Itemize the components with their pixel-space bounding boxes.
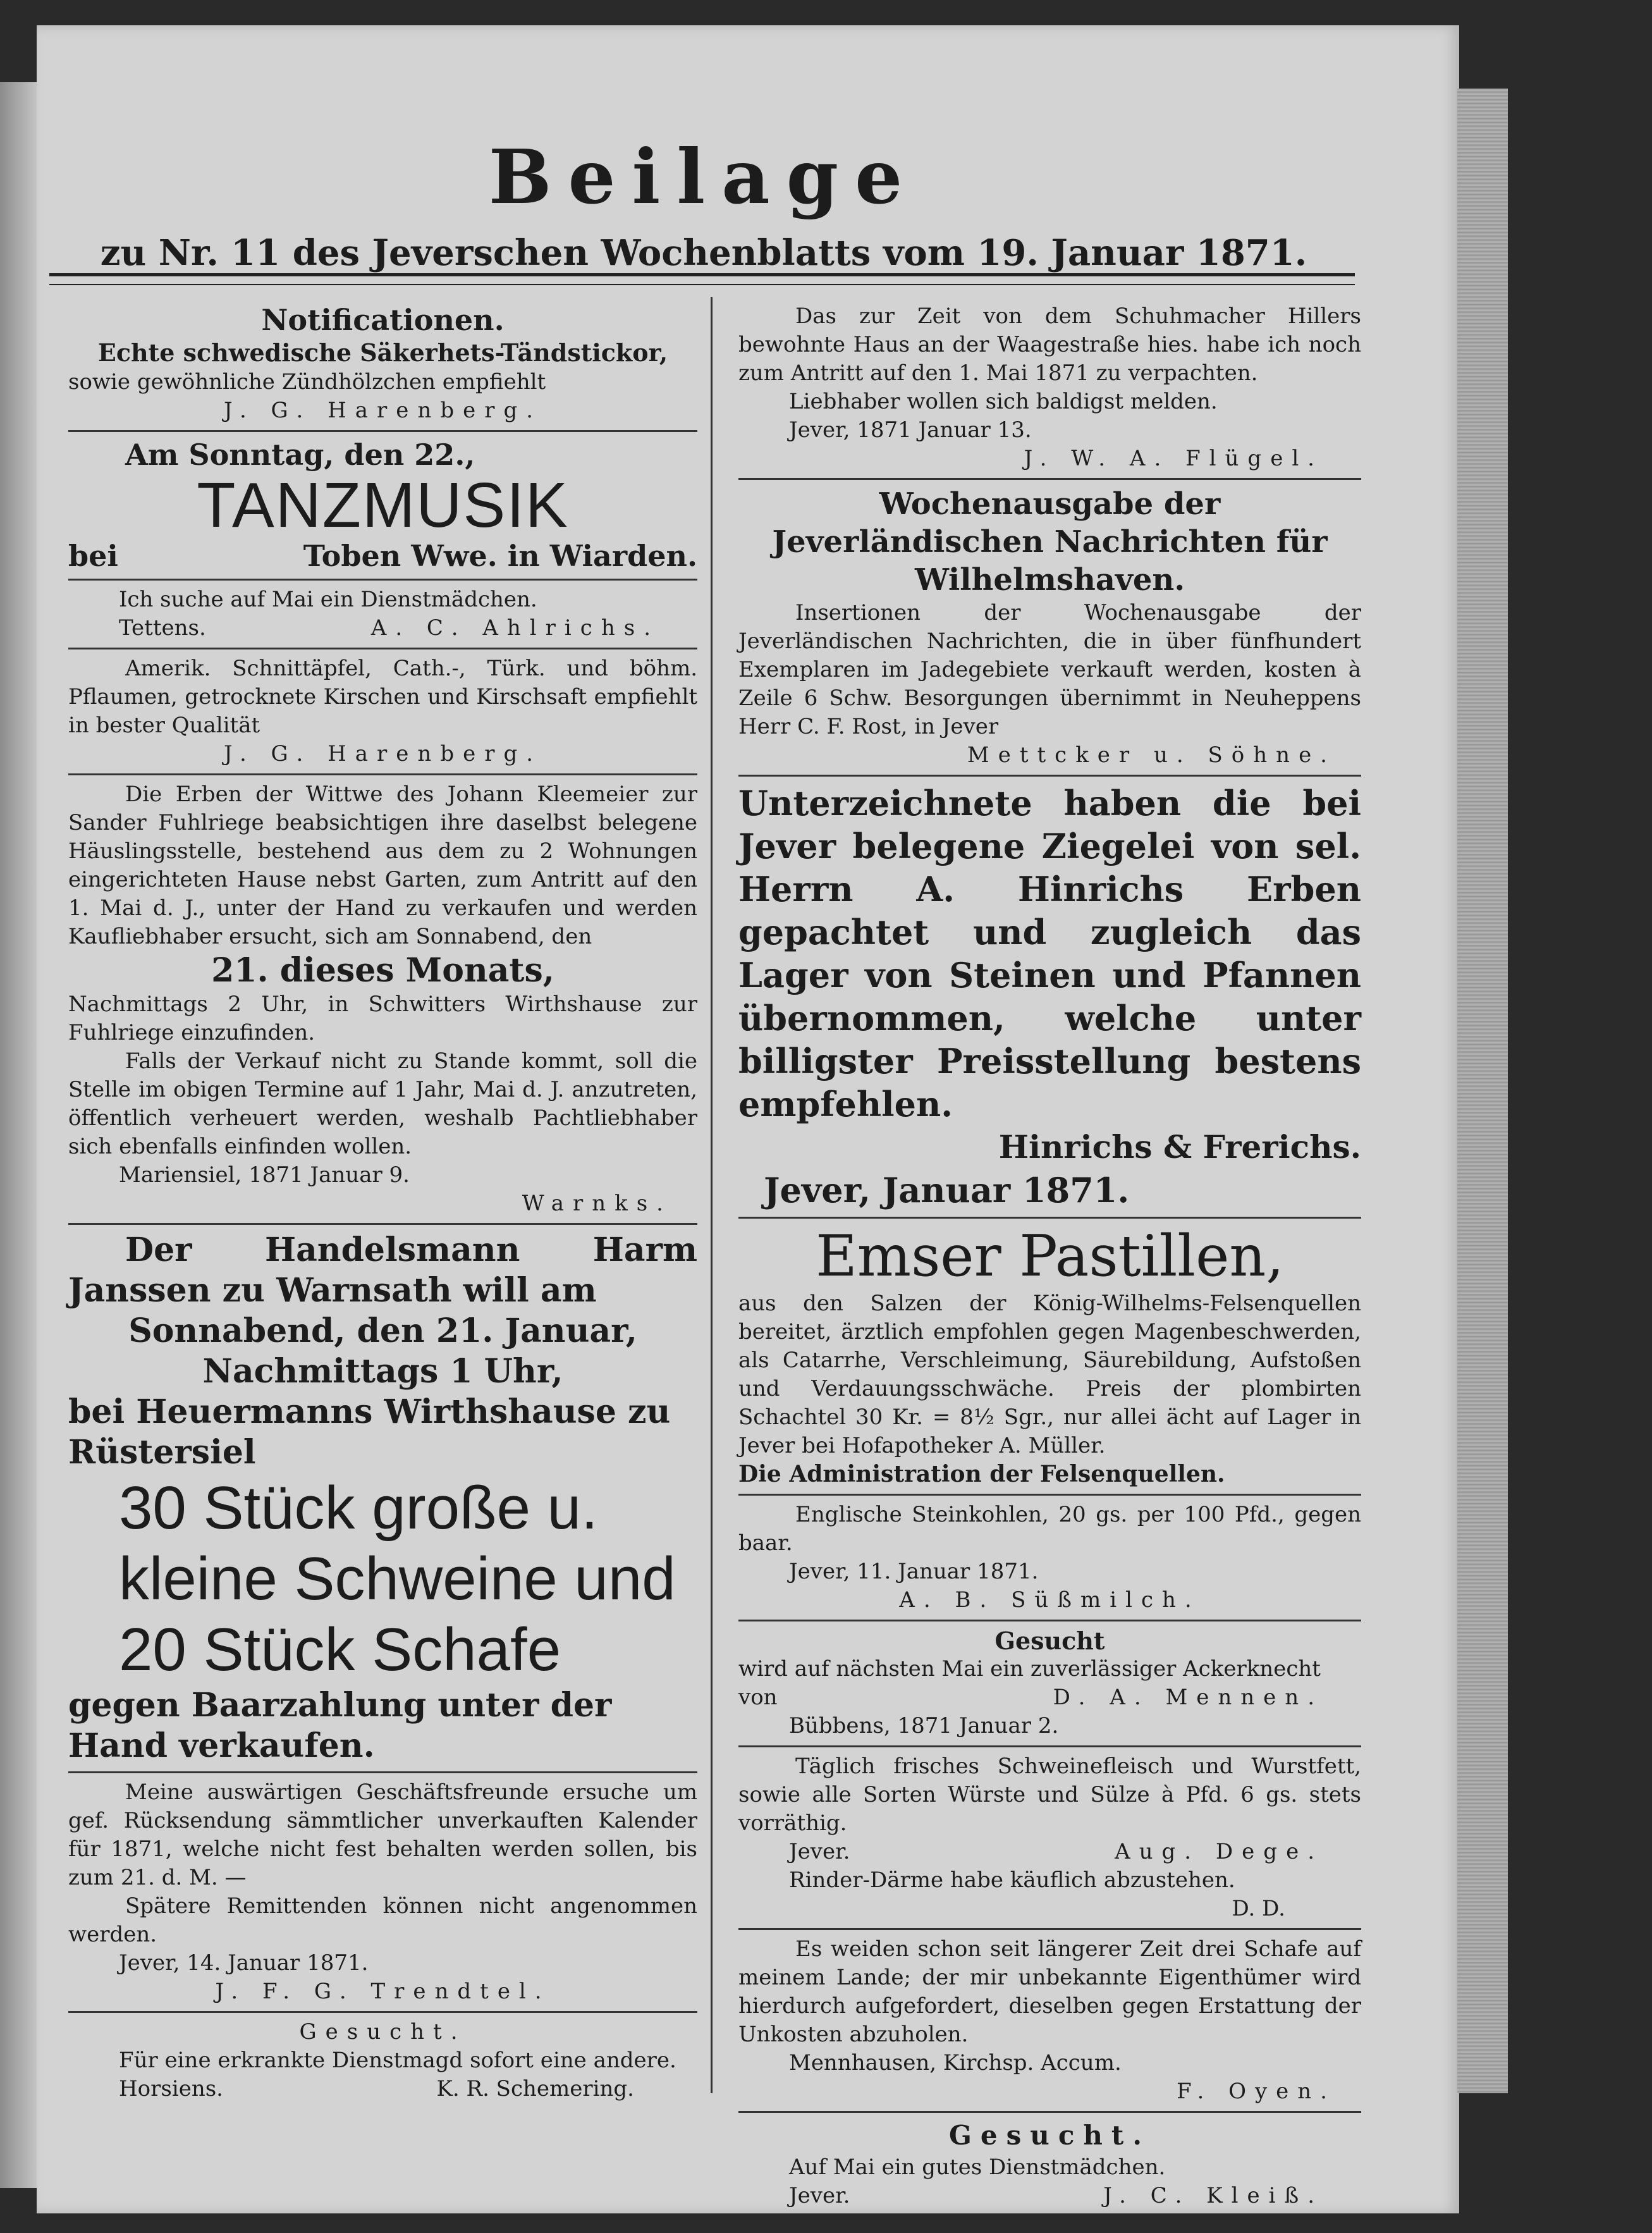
ad-erben-kleemeier — [68, 775, 697, 1225]
ad-gesucht-dienstmaedchen — [738, 2113, 1361, 2215]
ad-headline: 30 Stück große u. kleine Schweine und 20 Stück Schafe — [119, 1474, 676, 1683]
ad-text: bei Heuermanns Wirthshause zu Rüstersiel — [68, 1393, 671, 1472]
ad-line: bei — [68, 539, 118, 573]
ad-signature: J. G. Harenberg. — [223, 398, 542, 423]
page-title: Beilage — [488, 133, 919, 221]
ad-text: aus den Salzen der König-Wilhelms-Felsenquellen bereitet, ärztlich empfohlen gegen Magenbeschwerden, als Catarrhe, Verschleimung, Säurebildung, Aufstoßen und Verdauungsschwäche. Preis der plombirten Schachtel 30 Kr. = 8½ Sgr., nur allei ächt auf Lager in Jever bei Hofapotheker A. Müller. — [738, 1291, 1361, 1458]
ad-line: Rinder-Därme habe käuflich abzustehen. — [789, 1867, 1235, 1893]
ad-text: Unterzeichnete haben die bei Jever belegene Ziegelei von sel. Herrn A. Hinrichs Erben gepachtet und zugleich das Lager von Steinen und Pfannen übernommen, welche unter billigster Preisstellung bestens empfehlen. — [738, 783, 1361, 1124]
ad-text: Täglich frisches Schweinefleisch und Wurstfett, sowie alle Sorten Würste und Sülze à Pfd. 6 gs. stets vorräthig. — [738, 1754, 1361, 1836]
ad-date: 21. dieses Monats, — [211, 951, 554, 990]
ad-signature: A. C. Ahlrichs. — [370, 615, 659, 641]
ad-place: Tettens. — [119, 615, 206, 641]
ad-text: Insertionen der Wochenausgabe der Jeverländischen Nachrichten, die in über fünfhundert Exemplaren im Jadegebiete verkauft werden, kosten à Zeile 6 Schw. Besorgungen übernimmt in Neuheppens Herr C. F. Rost, in Jever — [738, 600, 1361, 739]
ad-signature: Mettcker u. Söhne. — [967, 742, 1336, 768]
ad-place: Jever, 11. Januar 1871. — [789, 1559, 1039, 1584]
ad-text: Meine auswärtigen Geschäftsfreunde ersuche um gef. Rücksendung sämmtlicher unverkauften Kalender für 1871, welche nicht fest behalten werden sollen, bis zum 21. d. M. — — [68, 1780, 697, 1890]
ad-text: Der Handelsmann Harm Janssen zu Warnsath will am — [68, 1231, 697, 1310]
ad-gesucht-dienstmagd — [68, 2013, 697, 2108]
ad-signature: K. R. Schemering. — [436, 2076, 634, 2101]
ad-text: Es weiden schon seit längerer Zeit drei Schafe auf meinem Lande; der mir unbekannte Eigenthümer wird hierdurch aufgefordert, dieselben gegen Erstattung der Unkosten abzuholen. — [738, 1936, 1361, 2047]
ad-line: sowie gewöhnliche Zündhölzchen empfiehlt — [68, 369, 546, 395]
ad-signature: Hinrichs & Frerichs. — [998, 1128, 1361, 1166]
ad-schafe — [738, 1930, 1361, 2113]
ad-heading: Gesucht — [994, 1627, 1105, 1655]
ad-heading: Gesucht. — [299, 2019, 467, 2045]
ad-ziegelei — [738, 777, 1361, 1219]
ad-line: Auf Mai ein gutes Dienstmädchen. — [789, 2155, 1166, 2180]
ad-place: Mennhausen, Kirchsp. Accum. — [789, 2050, 1122, 2076]
ad-heading: Gesucht. — [949, 2120, 1151, 2151]
left-column — [68, 297, 697, 2108]
ad-signature: A. B. Süßmilch. — [899, 1587, 1201, 1613]
ad-line: Sonnabend, den 21. Januar, — [128, 1312, 637, 1350]
ad-line: wird auf nächsten Mai ein zuverlässiger Ackerknecht — [738, 1656, 1321, 1682]
ad-heading: Notificationen. — [261, 303, 505, 337]
ad-heading: Emser Pastillen, — [816, 1223, 1284, 1289]
ad-text: Das zur Zeit von dem Schuhmacher Hillers bewohnte Haus an der Waagestraße hies. habe ich noch zum Antritt auf den 1. Mai 1871 zu verpachten. — [738, 304, 1361, 386]
ad-line: Nachmittags 1 Uhr, — [202, 1352, 563, 1391]
ad-line: Toben Wwe. in Wiarden. — [303, 539, 697, 573]
ad-heading: Wochenausgabe der Jeverländischen Nachrichten für Wilhelmshaven. — [772, 486, 1328, 598]
ad-place: Mariensiel, 1871 Januar 9. — [119, 1162, 410, 1188]
ad-text: Englische Steinkohlen, 20 gs. per 100 Pfd., gegen baar. — [738, 1502, 1361, 1556]
ad-text: Die Erben der Wittwe des Johann Kleemeier zur Sander Fuhlriege beabsichtigen ihre daselbst belegene Häuslingsstelle, bestehend aus dem zu 2 Wohnungen eingerichteten Hause nebst Garten, zum Antritt auf den 1. Mai d. J., unter der Hand zu verkaufen und werden Kaufliebhaber ersucht, sich am Sonnabend, den — [68, 782, 697, 949]
ad-signature: F. Oyen. — [1177, 2079, 1336, 2104]
ad-emser-pastillen — [738, 1219, 1361, 1496]
ad-place: Jever, Januar 1871. — [764, 1170, 1130, 1210]
ad-schweinefleisch — [738, 1747, 1361, 1930]
ad-haus-waagestrasse — [738, 297, 1361, 480]
ad-text: Amerik. Schnittäpfel, Cath.-, Türk. und böhm. Pflaumen, getrocknete Kirschen und Kirschsaft empfiehlt in bester Qualität — [68, 656, 697, 738]
ad-schnittaepfel — [68, 649, 697, 775]
ad-tanzmusik — [68, 432, 697, 581]
ad-signature: J. W. A. Flügel. — [1024, 446, 1323, 471]
ad-line: Liebhaber wollen sich baldigst melden. — [789, 389, 1218, 414]
ad-line: Für eine erkrankte Dienstmagd sofort eine andere. — [119, 2048, 676, 2073]
ad-line: von — [738, 1685, 778, 1710]
ad-place: Horsiens. — [119, 2076, 223, 2101]
ad-signature: J. G. Harenberg. — [223, 741, 542, 766]
ad-line: Am Sonntag, den 22., — [125, 438, 475, 472]
ad-place: Bübbens, 1871 Januar 2. — [789, 1713, 1059, 1738]
ad-signature: J. C. Kleiß. — [1103, 2183, 1323, 2208]
ad-signature: D. D. — [1232, 1896, 1285, 1921]
ad-notificationen — [68, 297, 697, 432]
right-column — [738, 297, 1361, 2215]
ad-gesucht-ackerknecht — [738, 1621, 1361, 1747]
page-subtitle: zu Nr. 11 des Jeverschen Wochenblatts vom 19. Januar 1871. — [100, 232, 1307, 274]
header-rule — [49, 273, 1355, 285]
ad-signature: Die Administration der Felsenquellen. — [738, 1461, 1225, 1487]
ad-trendtel — [68, 1773, 697, 2013]
ad-dienstmaedchen — [68, 581, 697, 649]
adjacent-page-edge — [0, 82, 37, 2188]
ad-line: Echte schwedische Säkerhets-Tändstickor, — [97, 338, 668, 367]
ad-signature: Aug. Dege. — [1115, 1839, 1323, 1864]
book-block-edge — [1457, 89, 1508, 2093]
ad-text: Spätere Remittenden können nicht angenommen werden. — [68, 1893, 697, 1947]
ad-text: gegen Baarzahlung unter der Hand verkaufen. — [68, 1686, 612, 1765]
ad-place: Jever. — [789, 1839, 850, 1864]
ad-signature: Warnks. — [522, 1191, 672, 1216]
ad-text: Nachmittags 2 Uhr, in Schwitters Wirthshause zur Fuhlriege einzufinden. — [68, 992, 697, 1045]
ad-place: Jever, 1871 Januar 13. — [789, 417, 1032, 443]
ad-line: Ich suche auf Mai ein Dienstmädchen. — [119, 587, 537, 612]
ad-place: Jever, 14. Januar 1871. — [119, 1950, 369, 1976]
ad-signature: D. A. Mennen. — [1053, 1685, 1323, 1710]
ad-wochenausgabe — [738, 480, 1361, 777]
ad-headline: TANZMUSIK — [197, 470, 569, 541]
ad-text: Falls der Verkauf nicht zu Stande kommt, soll die Stelle im obigen Termine auf 1 Jahr, Mai d. J. anzutreten, öffentlich verheuert werden, weshalb Pachtliebhaber sich ebenfalls einfinden wollen. — [68, 1049, 697, 1159]
ad-steinkohlen — [738, 1496, 1361, 1621]
ad-place: Jever. — [789, 2183, 850, 2208]
ad-handelsmann-janssen — [68, 1225, 697, 1773]
column-divider — [711, 297, 713, 2093]
page-header — [49, 133, 1358, 278]
ad-signature: J. F. G. Trendtel. — [215, 1979, 551, 2004]
